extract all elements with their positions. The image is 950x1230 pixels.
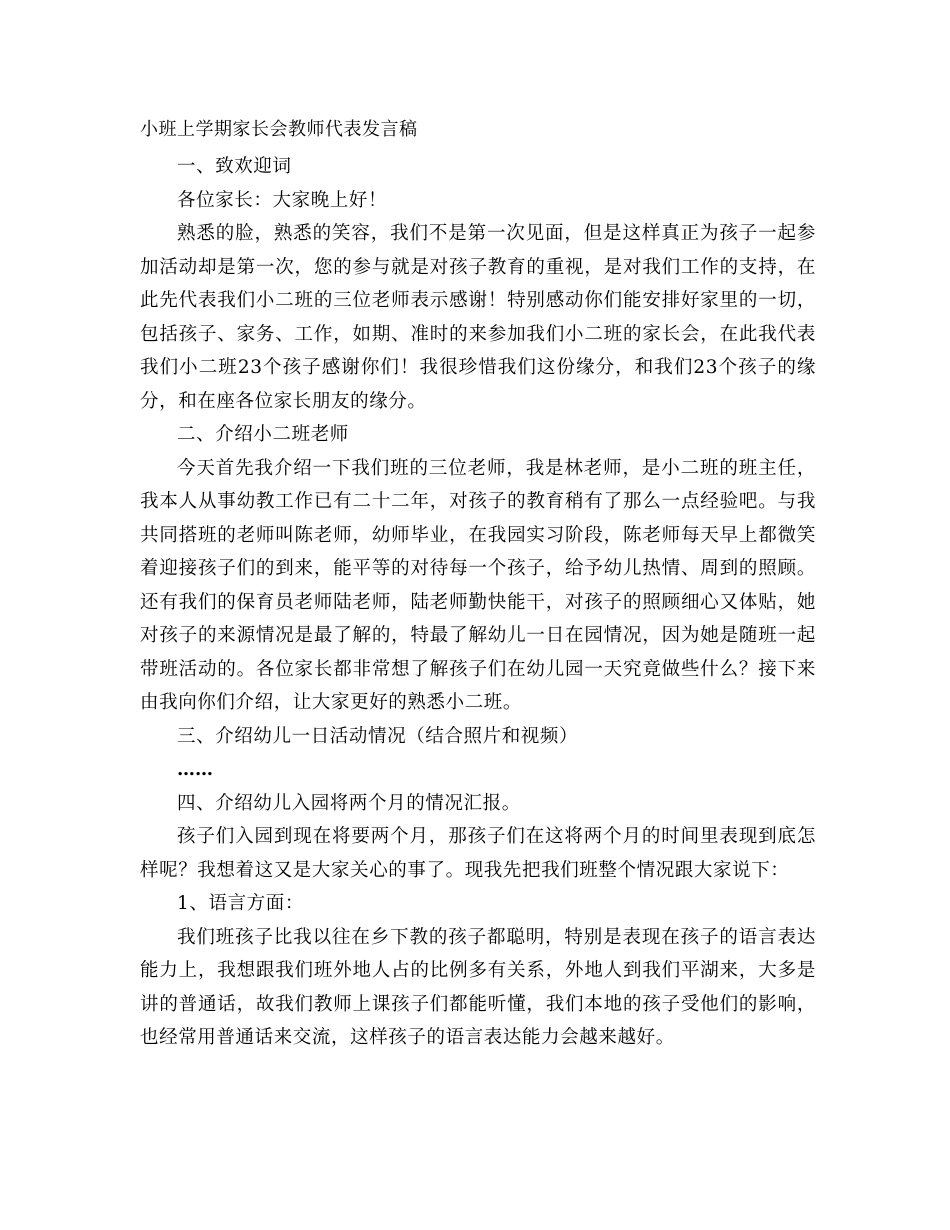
greeting-paragraph: 各位家长：大家晚上好！ — [177, 189, 388, 211]
document-title: 小班上学期家长会教师代表发言稿 — [140, 119, 418, 140]
language-paragraph: 我们班孩子比我以往在乡下教的孩子都聪明，特别是表现在孩子的语言表达能力上，我想跟我们班外地人占的比例多有关系，外地人到我们平湖来，大多是讲的普通话，故我们教师上课孩子们都能听懂，我们本地的孩子受他们的影响，也经常用普通话来交流，这样孩子的语言表达能力会越来越好。 — [140, 926, 816, 1048]
section-heading-teachers: 二、介绍小二班老师 — [177, 424, 349, 445]
report-intro-paragraph: 孩子们入园到现在将要两个月，那孩子们在这将两个月的时间里表现到底怎样呢？我想着这又是大家关心的事了。现我先把我们班整个情况跟大家说下： — [140, 826, 816, 881]
section-heading-daily-activities: 三、介绍幼儿一日活动情况（结合照片和视频） — [177, 725, 579, 747]
ellipsis-line: …… — [177, 759, 213, 780]
teachers-paragraph: 今天首先我介绍一下我们班的三位老师，我是林老师，是小二班的班主任，我本人从事幼教工作已有二十二年，对孩子的教育稍有了那么一点经验吧。与我共同搭班的老师叫陈老师，幼师毕业，在我园实习阶段，陈老师每天早上都微笑着迎接孩子们的到来，能平等的对待每一个孩子，给予幼儿热情、周到的照顾。还有我们的保育员老师陆老师，陆老师勤快能干，对孩子的照顾细心又体贴，她对孩子的来源情况是最了解的，特最了解幼儿一日在园情况，因为她是随班一起带班活动的。各位家长都非常想了解孩子们在幼儿园一天究竟做些什么？接下来由我向你们介绍，让大家更好的熟悉小二班。 — [140, 457, 816, 713]
subheading-language: 1、语言方面： — [177, 893, 304, 914]
welcome-paragraph: 熟悉的脸，熟悉的笑容，我们不是第一次见面，但是这样真正为孩子一起参加活动却是第一次，您的参与就是对孩子教育的重视，是对我们工作的支持，在此先代表我们小二班的三位老师表示感谢！特别感动你们能安排好家里的一切，包括孩子、家务、工作，如期、准时的来参加我们小二班的家长会，在此我代表我们小二班23个孩子感谢你们！我很珍惜我们这份缘分，和我们23个孩子的缘分，和在座各位家长朋友的缘分。 — [140, 223, 816, 412]
section-heading-welcome: 一、致欢迎词 — [177, 156, 292, 177]
document-page — [140, 117, 816, 1055]
section-heading-report: 四、介绍幼儿入园将两个月的情况汇报。 — [177, 792, 521, 814]
